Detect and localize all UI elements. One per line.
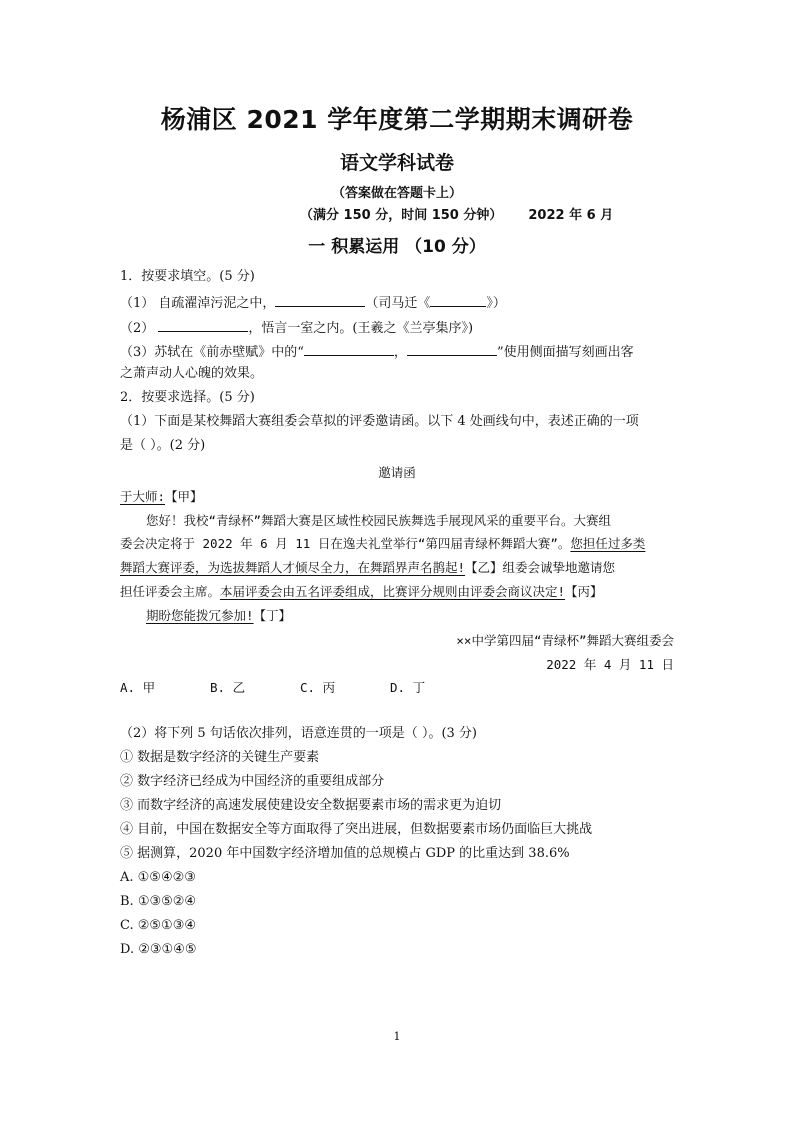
letter-p1-line4 [120,583,603,601]
mark-c: 【丙】 [565,584,603,599]
option-item[interactable]: C. 丙 [300,680,336,695]
letter-salutation: 于大师: [120,489,166,504]
option-item[interactable]: A. 甲 [120,680,156,695]
page-number: 1 [393,1030,401,1043]
q2-sub1-line1: （1）下面是某校舞蹈大赛组委会草拟的评委邀请函。以下 4 处画线句中，表述正确的一项 [120,414,639,429]
q1-item1-end: 》） [486,296,506,311]
section-heading: 一 积累运用 （10 分） [308,237,486,257]
option-item[interactable]: A. ①⑤④②③ [120,870,196,885]
underlined-sentence-b-cont: 舞蹈大赛评委，为选拔舞蹈人才倾尽全力，在舞蹈界声名鹊起! [120,560,466,575]
sentence-item: ③ 而数字经济的高速发展使建设安全数据要素市场的需求更为迫切 [120,798,502,813]
q1-item1-mid: （司马迁《 [365,296,431,311]
q2-sub2-stem: （2）将下列 5 句话依次排列，语意连贯的一项是（ ）。(3 分) [120,726,477,741]
exam-title: 杨浦区 2021 学年度第二学期期末调研卷 [160,105,634,134]
q1-item3-prefix: （3）苏轼在《前赤壁赋》中的“ [120,345,304,360]
sentence-item: ④ 目前，中国在数据安全等方面取得了突出进展，但数据要素市场仍面临巨大挑战 [120,822,593,837]
option-item[interactable]: B. 乙 [210,680,246,695]
q2-stem: 2．按要求选择。(5 分) [120,390,255,405]
mark-b: 【乙】 [465,560,503,575]
exam-date: 2022 年 6 月 [528,208,614,223]
letter-text: 委会决定将于 2022 年 6 月 11 日在逸夫礼堂举行“第四届青绿杯舞蹈大赛”。 [120,536,571,551]
q1-item3-end: ”使用侧面描写刻画出客 [496,345,634,360]
answer-blank[interactable] [407,341,497,356]
answer-blank[interactable] [275,292,365,307]
sentence-item: ① 数据是数字经济的关键生产要素 [120,750,320,765]
letter-sign-date: 2022 年 4 月 11 日 [546,657,674,672]
q1-item1 [120,292,506,313]
option-item[interactable]: D. 丁 [390,680,426,695]
letter-text: 组委会诚挚地邀请您 [502,560,616,575]
q1-item3-cont: 之萧声动人心魄的效果。 [120,366,264,381]
letter-salutation-line [120,488,203,506]
letter-p1-line1: 您好！我校“青绿杯”舞蹈大赛是区域性校园民族舞选手展现风采的重要平台。大赛组 [146,513,612,528]
q1-item3-sep: ， [393,345,407,360]
q1-item2-prefix: （2） [120,321,159,336]
q1-item3 [120,341,634,362]
exam-subtitle: 语文学科试卷 [339,152,454,174]
q2-sub1-options [120,679,480,697]
answer-note: （答案做在答题卡上） [331,186,462,201]
option-item[interactable]: B. ①③⑤②④ [120,894,197,909]
letter-title: 邀请函 [378,465,416,480]
score-time-note: （满分 150 分，时间 150 分钟） [300,208,503,223]
underlined-sentence-d: 期盼您能拨冗参加! [146,608,254,623]
sentence-item: ② 数字经济已经成为中国经济的重要组成部分 [120,774,385,789]
letter-text: 担任评委会主席。 [120,584,221,599]
mark-a: 【甲】 [165,489,203,504]
answer-blank[interactable] [158,317,248,332]
letter-p1-line2 [120,535,645,553]
underlined-sentence-c: 本届评委会由五名评委组成，比赛评分规则由评委会商议决定! [220,584,566,599]
q1-item2-end: ，悟言一室之内。(王羲之《兰亭集序》) [248,321,474,336]
letter-p2 [146,607,291,625]
q2-sub1-line2: 是（ ）。(2 分) [120,438,206,453]
letter-signature: ××中学第四届“青绿杯”舞蹈大赛组委会 [456,633,674,648]
q1-item2 [120,317,473,338]
underlined-sentence-b: 您担任过多类 [570,536,646,551]
option-item[interactable]: C. ②⑤①③④ [120,918,197,933]
answer-blank[interactable] [430,292,486,307]
q1-item1-text: （1） 自疏濯淖污泥之中， [120,296,276,311]
letter-p1-line3 [120,559,615,577]
option-item[interactable]: D. ②③①④⑤ [120,942,197,957]
sentence-item: ⑤ 据测算，2020 年中国数字经济增加值的总规模占 GDP 的比重达到 38.6% [120,846,570,861]
q1-stem: 1．按要求填空。(5 分) [120,269,255,284]
mark-d: 【丁】 [253,608,292,623]
score-note-line [300,204,613,223]
answer-blank[interactable] [304,341,394,356]
